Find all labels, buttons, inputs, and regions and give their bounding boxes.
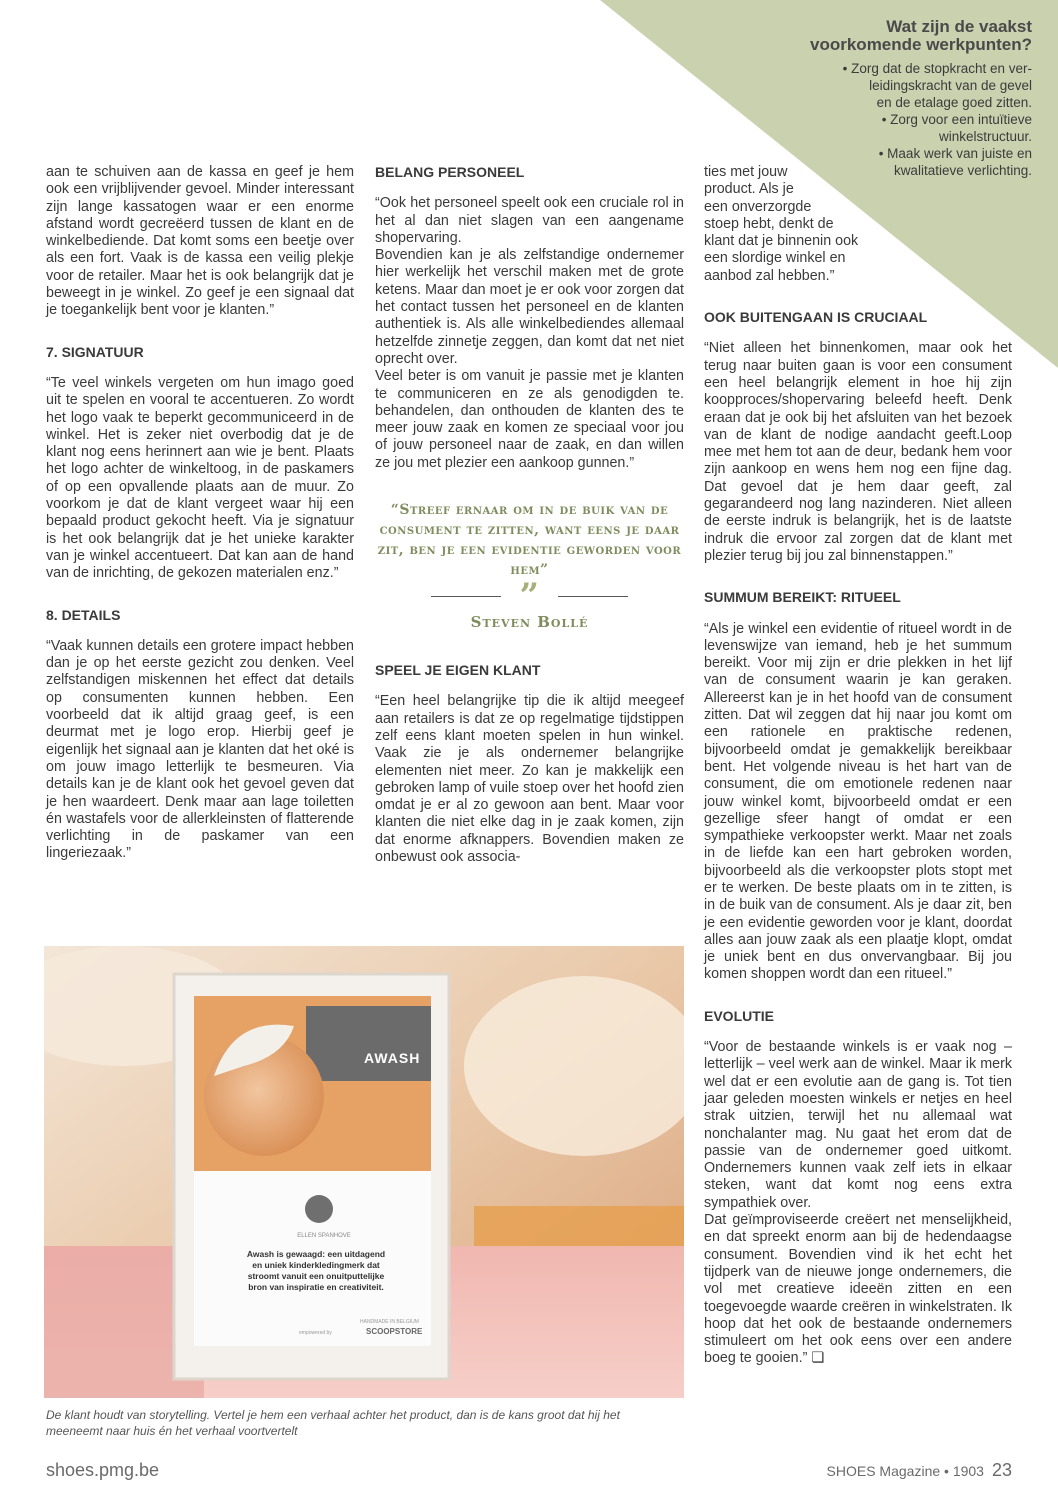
paragraph: Bovendien kan je als zelfstandige ondernemer hier werkelijk het verschil maken met de grote ketens. Maar dan moet je er ook voor zorgen dat het contact tussen het personeel en de klanten authentiek is. Als alle winkelbediendes allemaal hetzelfde zinnetje zeggen, dan komt dat net niet oprecht over. <box>375 247 684 367</box>
pull-quote <box>375 500 684 632</box>
powered-brand-label: SCOOPSTORE <box>366 1327 423 1336</box>
sidebar-point: en de etalage goed zitten. <box>876 95 1032 110</box>
paragraph: “Ook het personeel speelt ook een cruciale rol in het al dan niet slagen van een aangename shopervaring. <box>375 195 684 246</box>
card-text <box>226 1249 406 1293</box>
sidebar-title: Wat zijn de vaakst voorkomende werkpunten? <box>810 17 1032 54</box>
powered-label: empowered by <box>299 1330 332 1336</box>
text-line: klant dat je binnenin ook <box>704 233 859 250</box>
section-heading: EVOLUTIE <box>704 1007 775 1024</box>
text-line: een slordige winkel en <box>704 250 846 267</box>
divider-line <box>558 596 628 597</box>
paragraph: Veel beter is om vanuit je passie met je klanten te communiceren en ze als genodigden te. behandelen, dan onthouden de klanten des te meer jouw zaak en komen ze speciaal voor jou of jouw personeel naar de zaak, en dan willen ze jou met plezier een aankoop gunnen.” <box>375 368 684 471</box>
wrapped-intro <box>704 164 904 285</box>
paragraph: “Te veel winkels vergeten om hun imago goed uit te spelen en vooral te accentueren. Zo wordt het logo vaak te beperkt gecommuniceerd in de winkel. Het is zeker niet overbodig dat je de klant nog eens herinnert aan wie je bent. Plaats het logo achter de winkeltoog, in de paskamers of op een opvallende plaats aan de muur. Zo voorkom je dat de klant vergeet waar hij een bepaald product gekocht heeft. Via je signatuur is het ook belangrijk dat je het unieke karakter van je winkel accentueert. Dat kan aan de hand van de inrichting, de gekozen materialen enz.” <box>46 374 354 582</box>
made-in-label: HANDMADE IN BELGIUM <box>360 1319 419 1325</box>
divider-line <box>431 596 501 597</box>
paragraph: “Als je winkel een evidentie of ritueel wordt in de levenswijze van iemand, heb je het summum bereikt. Voor mij zijn er drie plekken in het lijf van de consument waarin je kan geraken. Allereerst kan je in het hoofd van de consument zitten. Dat wil zeggen dat hij naar jou komt om een rationele en praktische redenen, bijvoorbeeld omdat je gemakkelijk bereikbaar bent. Het volgende niveau is het hart van de consument, die om emotionele redenen naar jouw winkel komt, bijvoorbeeld omdat er een gezellige sfeer hangt of omdat er een sympathieke verkoopster werkt. Maar net zoals in de liefde kan een hart gebroken worden, bijvoorbeeld als die verkoopster plots stopt met er te werken. De beste plaats om in te zitten, is in de buik van de consument. Als je daar zit, ben je een evidentie geworden voor je klant, doordat alles aan jouw zaak als een plaatje klopt, omdat je uniek bent en dus onvervangbaar. Bij jou komen shoppen wordt dan een ritueel.” <box>704 620 1012 983</box>
text-line: aanbod zal hebben.” <box>704 267 835 284</box>
card-line: stroomt vanuit een onuitputtelijke <box>247 1271 385 1281</box>
quote-mark-icon: ” <box>519 576 540 617</box>
column-3 <box>704 164 1012 1368</box>
column-2 <box>375 164 684 866</box>
card-line: Awash is gewaagd: een uitdagend <box>246 1249 386 1259</box>
paragraph: “Een heel belangrijke tip die ik altijd meegeef aan retailers is dat ze op regelmatige tijdstippen zelf eens klant moeten spelen in hun winkel. Vaak zie je als ondernemer belangrijke elementen niet meer. Zo kan je makkelijk een gebroken lamp of vuile stoep over het hoofd zien omdat je er al zo gewoon aan bent. Maar voor klanten die niet elke dag in je zaak komen, zijn dat enorme afknappers. Bovendien maken ze onbewust ook associa- <box>375 693 684 866</box>
person-label: ELLEN SPANHOVE <box>297 1233 351 1239</box>
section-heading: OOK BUITENGAAN IS CRUCIAAL <box>704 309 928 326</box>
paragraph: “Voor de bestaande winkels is er vaak nog – letterlijk – veel werk aan de winkel. Maar ik merk wel dat er een evolutie aan de gang is. Tot tien jaar geleden moesten winkels er netjes en heel strak uitzien, terwijl het nu allemaal wat nonchalanter mag. Nu gaat het erom dat de passie van de ondernemer goed uitkomt. Ondernemers kunnen vaak zelf iets in elkaar steken, want dat komt nog eens extra sympathiek over. <box>704 1039 1012 1211</box>
magazine-label: SHOES Magazine • 1903 <box>826 1463 984 1479</box>
paragraph: aan te schuiven aan de kassa en geef je hem ook een vrijblijvender gevoel. Minder interessant zijn lange kassatogen waar er een enorme afstand wordt gecreëerd tussen de klant en de winkelbediende. Dat komt soms een beetje over als een fort. Vaak is de kassa een veilig plekje voor de retailer. Maar het is ook belangrijk dat je beweegt in je winkel. Zo geef je een signaal dat je toegankelijk bent voor je klanten.” <box>46 164 354 319</box>
paragraph: “Niet alleen het binnenkomen, maar ook het terug naar buiten gaan is voor een consument een heel belangrijk element in hoe hij zijn koopproces/shopervaring beleefd heeft. Denk eraan dat je ook bij het afsluiten van het bezoek van de klant de nodige aandacht geeft.Loop mee met hem tot aan de deur, bedank hem voor zijn aankoop en wens hem nog een fijne dag. Dat gevoel dat je hem daar geeft, zal gegarandeerd nog lang nazinderen. Niet alleen de eerste indruk is belangrijk, het is de laatste indruk die ervoor zal zorgen dat de klant met plezier terug bij jou zal binnenstappen.” <box>704 340 1012 564</box>
section-heading: BELANG PERSONEEL <box>375 164 525 180</box>
sidebar-point: winkelstructuur. <box>938 129 1032 144</box>
pull-quote-text: “Streef ernaar om in de buik van de consument te zitten, want eens je daar zit, ben je een evidentie geworden voor hem” <box>377 502 682 579</box>
sidebar-box <box>792 18 1032 179</box>
section-heading: SPEEL JE EIGEN KLANT <box>375 662 541 679</box>
pull-quote-divider <box>375 576 684 617</box>
paragraph-text: Dat geïmproviseerde creëert net menselijkheid, en dat spreekt enorm aan bij de hedendaagse consument. Bovendien vind ik het echt het tijdperk van de nieuwe jonge ondernemers, die vol met creatieve ideeën zitten en een toegevoegde waarde creëren in winkelstraten. Ik hoop dat het ook de bestaande ondernemers stimuleert om het ook eens over een andere boeg te gooien.” <box>704 1212 1012 1367</box>
paragraph <box>704 1212 1012 1368</box>
text-line: product. Als je <box>704 181 794 198</box>
card-line: bron van inspiratie en creativiteit. <box>248 1282 384 1292</box>
card-line: en uniek kinderkledingmerk dat <box>252 1260 380 1270</box>
photo-illustration <box>44 946 684 1398</box>
page-number: 23 <box>991 1460 1012 1480</box>
sidebar-point: kwalitatieve verlichting. <box>893 163 1032 178</box>
pull-quote-author: Steven Bollé <box>470 613 589 632</box>
paragraph: “Vaak kunnen details een grotere impact hebben dan je op het eerste gezicht zou denken. Veel zelfstandigen miskennen het effect dat details op consumenten kunnen hebben. Een voorbeeld dat ik altijd graag geef, is een deurmat met je logo erop. Hierbij geef je eigenlijk het signaal aan je klanten dat het oké is om jouw imago letterlijk te besmeuren. Via details kan je de klant ook het gevoel geven dat je hen waardeert. Denk maar aan lage toiletten én wastafels voor de allerkleinsten of flatterende verlichting in de paskamer van een lingeriezaak.” <box>46 637 354 862</box>
text-line: stoep hebt, denkt de <box>704 215 834 232</box>
text-line: ties met jouw <box>704 164 788 180</box>
sidebar-point: leidingskracht van de gevel <box>869 78 1032 93</box>
brand-label: AWASH <box>364 1050 421 1066</box>
article-photo <box>44 946 684 1398</box>
text-line: een onverzorgde <box>704 198 812 215</box>
column-1 <box>46 164 354 863</box>
section-heading: 8. DETAILS <box>46 606 121 623</box>
photo-caption: De klant houdt van storytelling. Vertel je hem een verhaal achter het product, dan is de kans groot dat hij het meeneemt naar huis én het verhaal voortvertelt <box>46 1408 620 1438</box>
sidebar-point: • Zorg dat de stopkracht en ver- <box>842 61 1032 76</box>
sidebar-point: • Zorg voor een intuïtieve <box>881 112 1032 127</box>
section-heading: 7. SIGNATUUR <box>46 343 144 360</box>
sidebar-point: • Maak werk van juiste en <box>878 146 1032 161</box>
section-heading: SUMMUM BEREIKT: RITUEEL <box>704 589 901 606</box>
end-mark-icon: ❏ <box>811 1350 825 1367</box>
page-footer <box>827 1460 1012 1481</box>
site-link[interactable]: shoes.pmg.be <box>46 1460 160 1480</box>
